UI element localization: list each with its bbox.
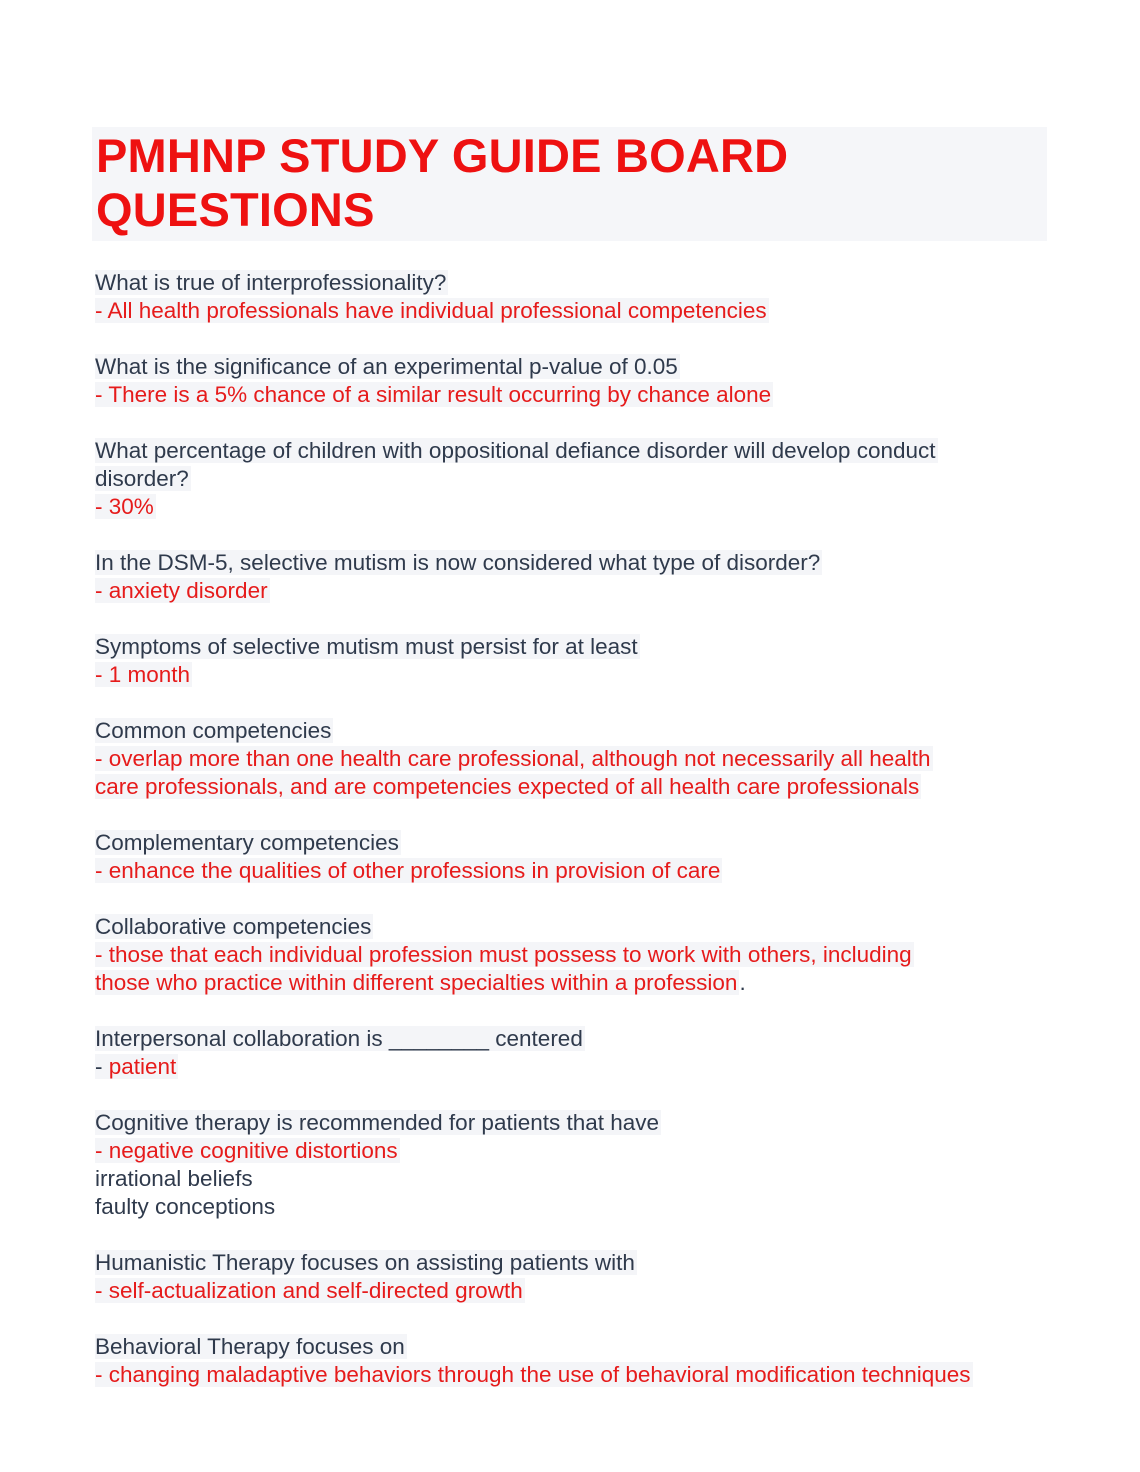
question-line: Collaborative competencies <box>95 914 372 939</box>
qa-item-selective-mutism-duration <box>95 633 1055 689</box>
question-line: In the DSM-5, selective mutism is now considered what type of disorder? <box>95 550 821 575</box>
question-line: What is true of interprofessionality? <box>95 270 447 295</box>
question-line: What percentage of children with oppositional defiance disorder will develop conduct <box>95 438 936 463</box>
qa-item-behavioral-therapy <box>95 1333 1055 1389</box>
title-line-1: PMHNP STUDY GUIDE BOARD <box>96 129 789 182</box>
answer-line: - changing maladaptive behaviors through the use of behavioral modification techniques <box>95 1362 971 1387</box>
answer-line: - anxiety disorder <box>95 578 268 603</box>
answer-line: - self-actualization and self-directed growth <box>95 1278 523 1303</box>
qa-item-p-value <box>95 353 1055 409</box>
answer-line: care professionals, and are competencies expected of all health care professionals <box>95 774 920 799</box>
question-line: Interpersonal collaboration is ________ centered <box>95 1026 583 1051</box>
answer-line: - All health professionals have individual professional competencies <box>95 298 767 323</box>
question-line: Symptoms of selective mutism must persist for at least <box>95 634 638 659</box>
answer-extra-line: faulty conceptions <box>95 1194 276 1219</box>
page-title <box>92 127 1047 241</box>
question-line: Humanistic Therapy focuses on assisting patients with <box>95 1250 635 1275</box>
qa-item-interprofessionality <box>95 269 1055 325</box>
answer-line: - negative cognitive distortions <box>95 1138 398 1163</box>
answer-extra-line: irrational beliefs <box>95 1166 253 1191</box>
answer-line: those who practice within different specialties within a profession. <box>95 970 746 995</box>
qa-item-interpersonal-collaboration <box>95 1025 1055 1081</box>
question-line: What is the significance of an experimental p-value of 0.05 <box>95 354 678 379</box>
qa-item-odd-conduct <box>95 437 1055 521</box>
answer-line: - patient <box>95 1054 177 1079</box>
question-line: Common competencies <box>95 718 332 743</box>
qa-item-humanistic-therapy <box>95 1249 1055 1305</box>
qa-item-common-competencies <box>95 717 1055 801</box>
answer-line: - those that each individual profession must possess to work with others, including <box>95 942 912 967</box>
answer-line: - overlap more than one health care professional, although not necessarily all health <box>95 746 931 771</box>
answer-line: - 1 month <box>95 662 191 687</box>
qa-item-selective-mutism-type <box>95 549 1055 605</box>
qa-item-cognitive-therapy <box>95 1109 1055 1221</box>
answer-prefix: - <box>95 1054 109 1079</box>
question-line: disorder? <box>95 466 189 491</box>
title-line-2: QUESTIONS <box>96 183 375 236</box>
answer-line: - 30% <box>95 494 154 519</box>
question-line: Complementary competencies <box>95 830 399 855</box>
question-line: Cognitive therapy is recommended for patients that have <box>95 1110 660 1135</box>
answer-line: - There is a 5% chance of a similar result occurring by chance alone <box>95 382 772 407</box>
question-line: Behavioral Therapy focuses on <box>95 1334 405 1359</box>
answer-tail: . <box>739 970 746 995</box>
qa-item-complementary-competencies <box>95 829 1055 885</box>
answer-line: - enhance the qualities of other professions in provision of care <box>95 858 721 883</box>
qa-item-collaborative-competencies <box>95 913 1055 997</box>
